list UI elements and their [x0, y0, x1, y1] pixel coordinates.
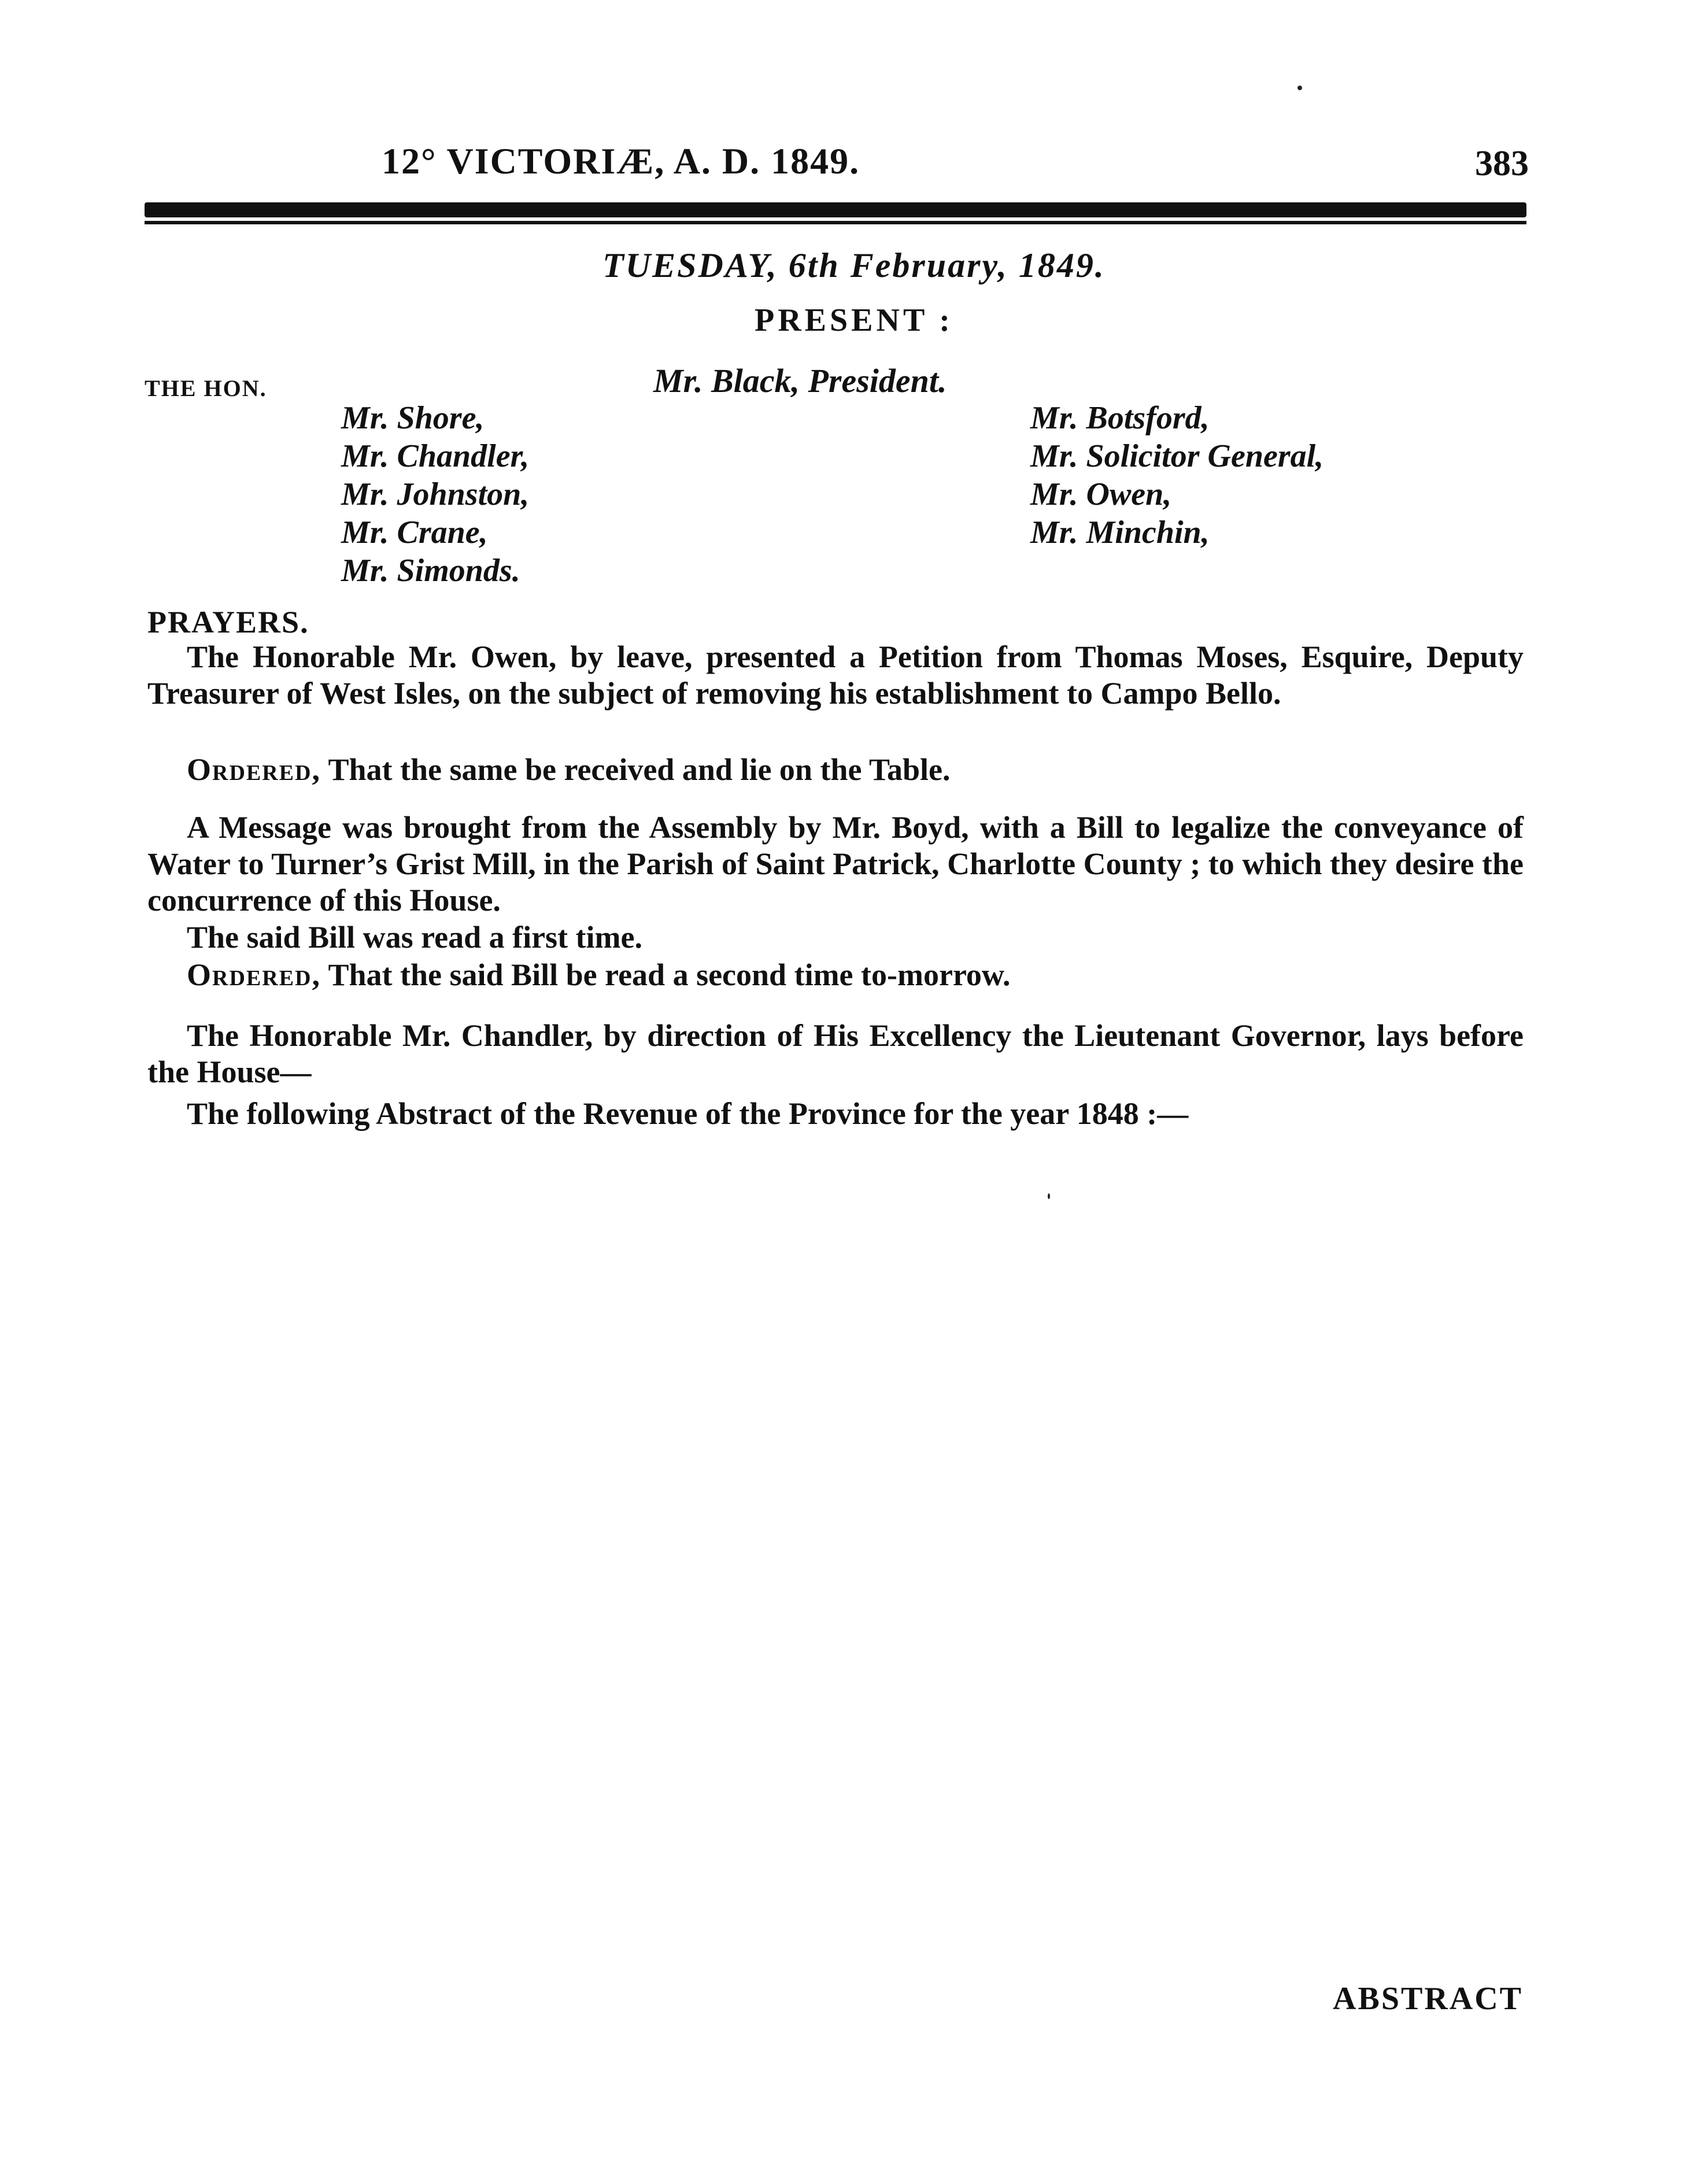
- ordered-paragraph-2: [147, 957, 1524, 993]
- header-rule-thin: [145, 221, 1526, 224]
- chandler-paragraph: The Honorable Mr. Chandler, by direction of His Excellency the Lieutenant Governor, lays before the House—: [147, 1018, 1524, 1089]
- member-name: Mr. Simonds.: [341, 553, 520, 589]
- ordered-label: Ordered,: [187, 957, 321, 992]
- catchword: ABSTRACT: [1333, 1981, 1523, 2017]
- running-head: 12° VICTORIÆ, A. D. 1849.: [382, 140, 860, 182]
- member-name: Mr. Botsford,: [1030, 400, 1210, 436]
- member-name: Mr. Minchin,: [1030, 515, 1210, 550]
- member-name: Mr. Chandler,: [341, 438, 530, 474]
- speck-mark: [1297, 86, 1302, 90]
- members-right-column: [1030, 399, 1323, 552]
- member-name: Mr. Owen,: [1030, 476, 1172, 512]
- present-heading: PRESENT :: [755, 302, 953, 338]
- members-left-column: [341, 399, 529, 590]
- ordered-text: That the said Bill be read a second time to-morrow.: [320, 957, 1011, 992]
- member-name: Mr. Crane,: [341, 515, 488, 550]
- member-name: Mr. Shore,: [341, 400, 485, 436]
- abstract-intro-paragraph: The following Abstract of the Revenue of the Province for the year 1848 :—: [187, 1096, 1189, 1131]
- header-rule-thick: [145, 202, 1526, 217]
- message-paragraph: A Message was brought from the Assembly by Mr. Boyd, with a Bill to legalize the conveyance of Water to Turner’s Grist Mill, in the Parish of Saint Patrick, Charlotte County ; to which they desire the concurrence of this House.: [147, 810, 1524, 918]
- petition-paragraph: The Honorable Mr. Owen, by leave, presented a Petition from Thomas Moses, Esquire, Deputy Treasurer of West Isles, on the subject of removing his establishment to Campo Bello.: [147, 639, 1524, 711]
- ordered-label: Ordered,: [187, 752, 321, 787]
- ordered-text: That the same be received and lie on the Table.: [320, 752, 951, 787]
- prayers-heading: PRAYERS.: [147, 605, 309, 639]
- sitting-date: TUESDAY, 6th February, 1849.: [602, 246, 1106, 284]
- hon-label: THE HON.: [145, 375, 267, 401]
- member-name: Mr. Solicitor General,: [1030, 438, 1324, 474]
- page-number: 383: [1475, 144, 1529, 183]
- member-name: Mr. Johnston,: [341, 476, 530, 512]
- speck-mark: [1048, 1193, 1050, 1199]
- first-reading-line: The said Bill was read a first time.: [187, 920, 642, 955]
- president-line: Mr. Black, President.: [653, 362, 947, 400]
- ordered-paragraph-1: [147, 752, 1524, 788]
